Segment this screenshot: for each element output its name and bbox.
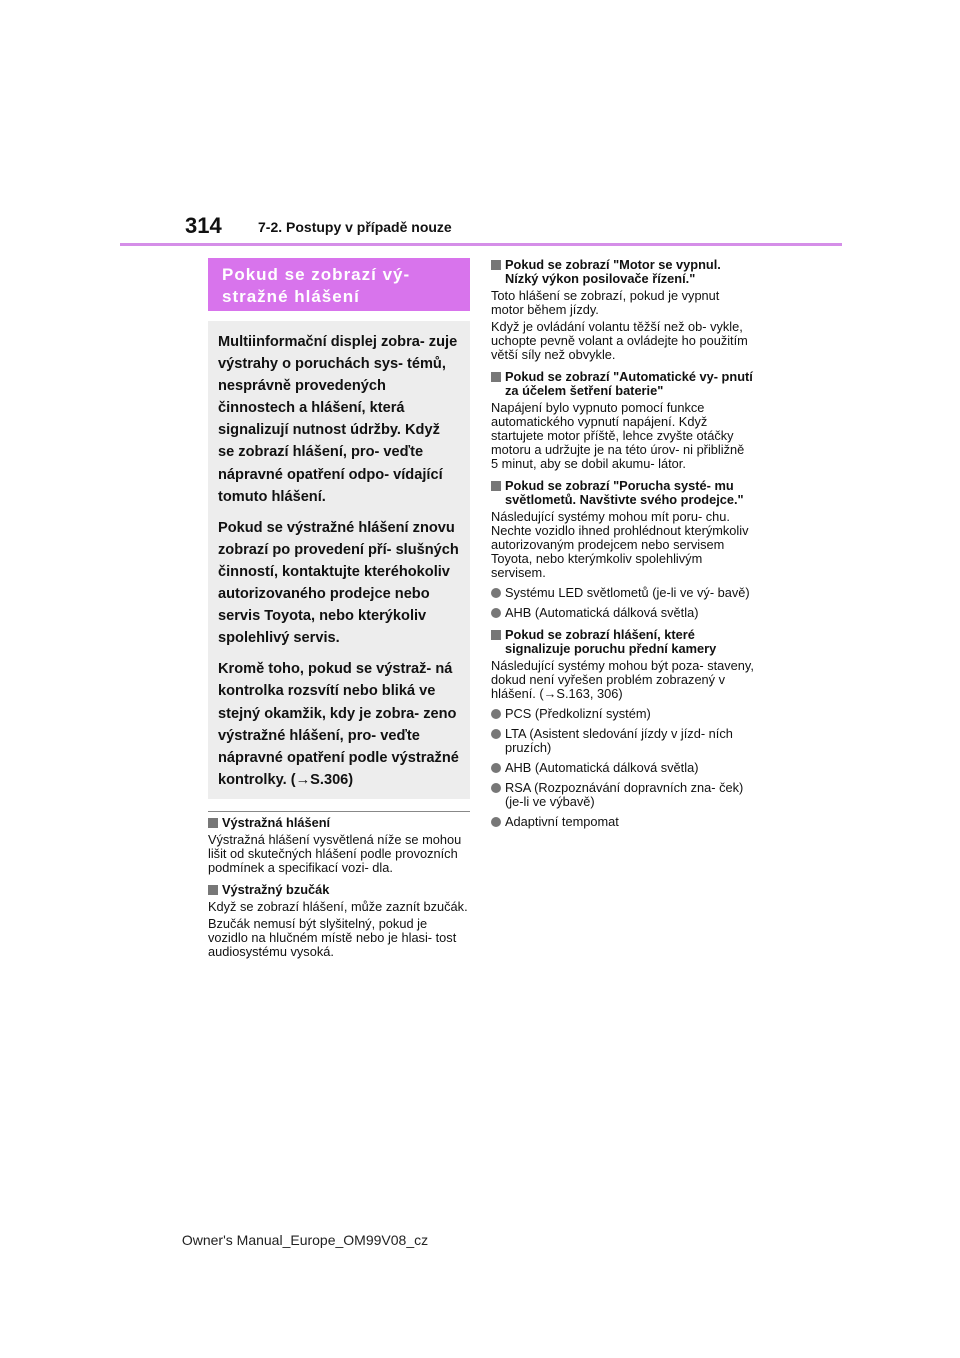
message-block [491, 370, 754, 471]
circle-bullet-icon [491, 783, 501, 793]
message-block [208, 883, 470, 959]
body-text: Toto hlášení se zobrazí, pokud je vypnut motor během jízdy. [491, 288, 720, 317]
circle-bullet-icon [491, 588, 501, 598]
intro-paragraph: Kromě toho, pokud se výstraž- ná kontrolka rozsvítí nebo bliká ve stejný okamžik, kdy je zobra- zeno výstražné hlášení, pro- veďte nápravné opatření podle výstražné kontrolky. (→S.306) [218, 661, 459, 788]
square-bullet-icon [491, 630, 501, 640]
footer-manual-id: Owner's Manual_Europe_OM99V08_cz [181, 1232, 429, 1248]
divider [208, 811, 470, 812]
section-title-line-1: Pokud se zobrazí vý- [222, 265, 411, 284]
square-bullet-icon [491, 481, 501, 491]
square-bullet-icon [491, 372, 501, 382]
bullet-text: RSA (Rozpoznávání dopravních zna- ček) (je-li ve výbavě) [505, 780, 744, 809]
sub-heading [491, 479, 754, 507]
sub-heading-text: Pokud se zobrazí "Porucha systé- mu světlometů. Navštivte svého prodejce." [505, 478, 744, 507]
body-text: Následující systémy mohou být poza- staveny, dokud není vyřešen problém zobrazený v hlášení. (→S.163, 306) [491, 658, 754, 701]
body-text: Když je ovládání volantu těžší než ob- vykle, uchopte pevně volant a ovládejte ho použitím větší síly než obvykle. [491, 319, 748, 362]
sub-heading-text: Pokud se zobrazí "Automatické vy- pnutí za účelem šetření baterie" [505, 369, 753, 398]
circle-bullet-icon [491, 608, 501, 618]
bullet-item [491, 586, 754, 600]
bullet-text: LTA (Asistent sledování jízdy v jízd- ních pruzích) [505, 726, 733, 755]
bullet-item [491, 815, 754, 829]
body-text: Výstražná hlášení vysvětlená níže se mohou lišit od skutečných hlášení podle provozních podmínek a specifikací vozi- dla. [208, 831, 462, 875]
message-block [491, 258, 754, 362]
section-title-line-2: stražné hlášení [222, 287, 360, 306]
circle-bullet-icon [491, 763, 501, 773]
sub-heading-text: Výstražná hlášení [222, 814, 331, 830]
sub-heading [491, 628, 754, 656]
intro-box [208, 321, 470, 799]
square-bullet-icon [491, 260, 501, 270]
square-bullet-icon [208, 885, 218, 895]
sub-heading [208, 883, 470, 897]
body-text: Následující systémy mohou mít poru- chu. Nechte vozidlo ihned prohlédnout kterýmkoliv autorizovaným prodejcem nebo servisem Toyota, nebo kterýmkoliv spolehlivým servisem. [491, 509, 749, 580]
left-blocks [208, 816, 470, 959]
left-column [208, 258, 470, 967]
body-text: Bzučák nemusí být slyšitelný, pokud je vozidlo na hlučném místě nebo je hlasi- tost audiosystému vysoká. [208, 915, 457, 959]
bullet-text: PCS (Předkolizní systém) [505, 706, 651, 721]
circle-bullet-icon [491, 709, 501, 719]
bullet-item [491, 707, 754, 721]
message-block [491, 628, 754, 829]
sub-heading-text: Pokud se zobrazí hlášení, které signalizuje poruchu přední kamery [505, 627, 717, 656]
section-title-box [208, 258, 470, 311]
bullet-text: AHB (Automatická dálková světla) [505, 760, 699, 775]
bullet-text: AHB (Automatická dálková světla) [505, 605, 699, 620]
bullet-item [491, 606, 754, 620]
bullet-item [491, 781, 754, 809]
intro-paragraph: Multiinformační displej zobra- zuje výstrahy o poruchách sys- témů, nesprávně provedených činnostech a hlášení, která signalizují nutnost údržby. Když se zobrazí hlášení, pro- veďte nápravné opatření odpo- vídající tomuto hlášení. [218, 334, 458, 505]
chapter-title: 7-2. Postupy v případě nouze [258, 219, 452, 235]
circle-bullet-icon [491, 817, 501, 827]
sub-heading [208, 816, 470, 830]
message-block [208, 816, 470, 875]
sub-heading-text: Pokud se zobrazí "Motor se vypnul. Nízký výkon posilovače řízení." [505, 257, 721, 286]
body-text: Když se zobrazí hlášení, může zaznít bzučák. [208, 898, 468, 914]
sub-heading-text: Výstražný bzučák [222, 881, 330, 897]
bullet-text: Adaptivní tempomat [505, 814, 619, 829]
right-column [491, 258, 754, 837]
sub-heading [491, 370, 754, 398]
right-blocks [491, 258, 754, 829]
header-rule [120, 243, 842, 246]
square-bullet-icon [208, 818, 218, 828]
message-block [491, 479, 754, 620]
bullet-text: Systému LED světlometů (je-li ve vý- bavě) [505, 585, 750, 600]
page-number: 314 [185, 213, 222, 238]
bullet-item [491, 761, 754, 775]
circle-bullet-icon [491, 729, 501, 739]
intro-paragraph: Pokud se výstražné hlášení znovu zobrazí po provedení pří- slušných činností, kontaktujte kteréhokoliv autorizovaného prodejce nebo servis Toyota, nebo kterýkoliv spolehlivý servis. [218, 519, 459, 647]
bullet-item [491, 727, 754, 755]
body-text: Napájení bylo vypnuto pomocí funkce automatického vypnutí napájení. Když startujete motor příště, lehce zvyšte otáčky motoru a udržujte je na této úrov- ni přibližně 5 minut, aby se dobil akumu- látor. [491, 400, 745, 471]
sub-heading [491, 258, 754, 286]
